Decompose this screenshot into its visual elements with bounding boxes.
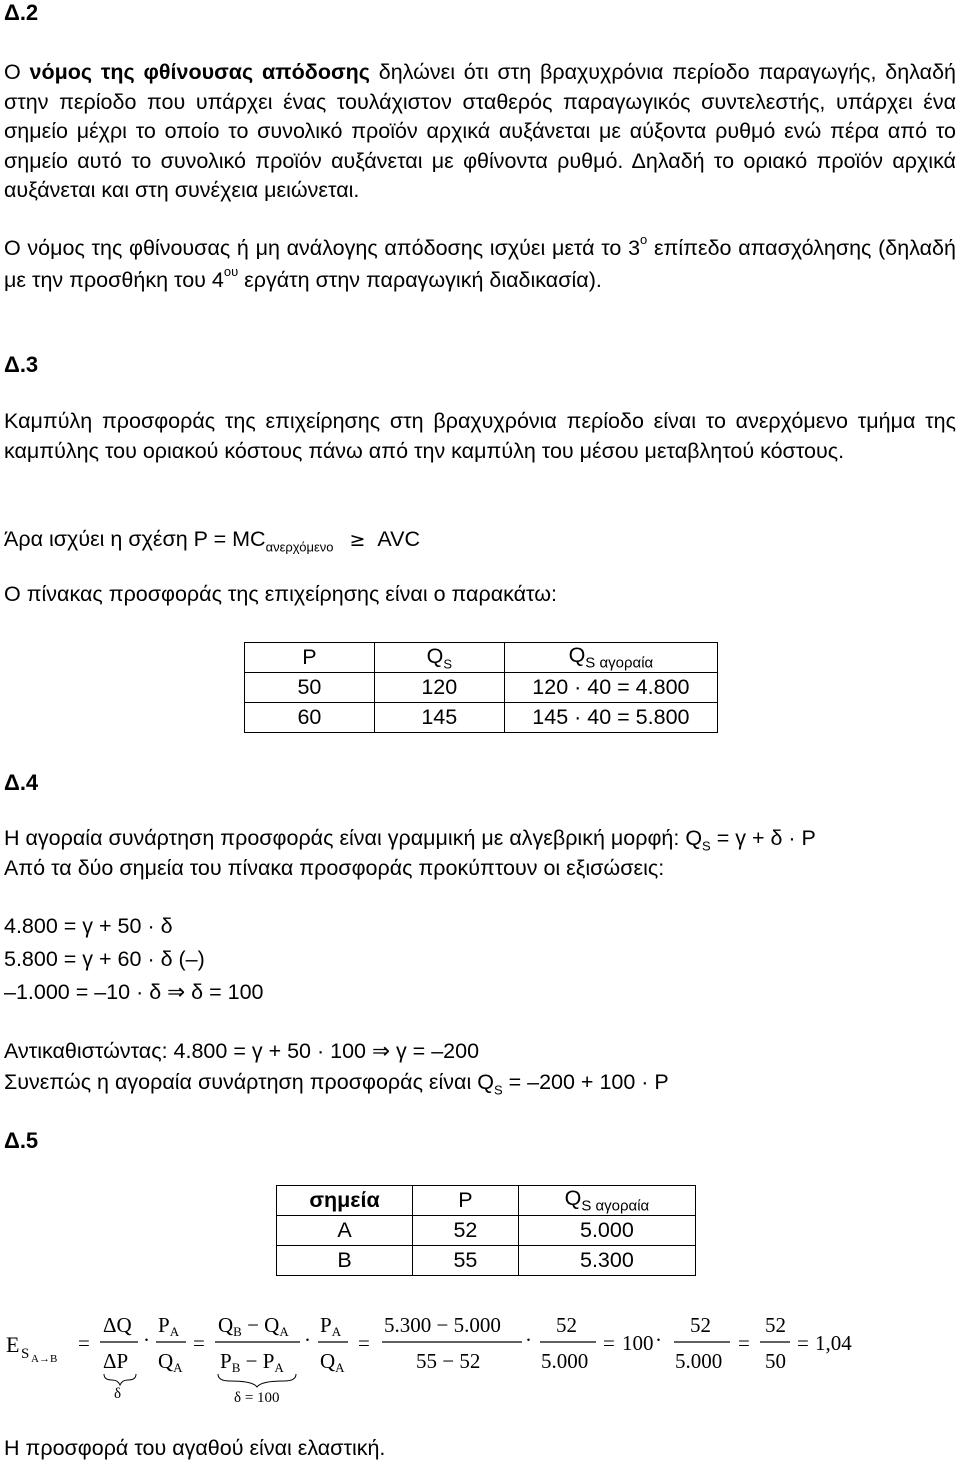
dot: ·: [655, 1328, 662, 1352]
p1-rest: δηλώνει ότι στη βραχυχρόνια περίοδο παραγωγής, δηλαδή στην περίοδο που υπάρχει ένας τουλάχιστον σταθερός παραγωγικός συντελεστής, υπάρχει ένα σημείο μέχρι το οποίο το συνολικό προϊόν αρχικά αυξάνεται με αύξοντα ρυθμό ενώ πέρα από το σημείο αυτό το συνολικό προϊόν αυξάνεται με φθίνοντα ρυθμό. Δηλαδή το οριακό προϊόν αρχικά αυξάνεται και στη συνέχεια μειώνεται.: [4, 60, 956, 202]
paragraph-supply-curve: Καμπύλη προσφοράς της επιχείρησης στη βραχυχρόνια περίοδο είναι το ανερχόμενο τμήμα της καμπύλης του οριακού κόστους πάνω από την καμπύλη του μέσου μεταβλητού κόστους.: [4, 409, 956, 463]
eq-sign: =: [738, 1331, 750, 1355]
relation-text-a: Άρα ισχύει η σχέση P = MC: [4, 527, 266, 551]
frac7-num: 52: [690, 1313, 711, 1337]
th-p: P: [245, 643, 375, 673]
formula-E-subsub: A→B: [31, 1353, 58, 1365]
frac5-num: 5.300 − 5.000: [384, 1313, 501, 1337]
dot: ·: [143, 1328, 150, 1352]
th-qs: $Q_S$: [374, 643, 504, 673]
equation-2: 5.800 = γ + 60 · δ (–): [4, 947, 205, 971]
dot: ·: [304, 1328, 311, 1352]
cell: 5.000: [518, 1216, 695, 1246]
cell: 60: [245, 703, 375, 733]
p2-sup-ou: ου: [223, 263, 239, 279]
cell: 50: [245, 673, 375, 703]
frac8-num: 52: [765, 1313, 786, 1337]
frac7-den: 5.000: [675, 1349, 723, 1373]
underbrace-1: [104, 1374, 136, 1385]
underbrace-2-label: δ = 100: [234, 1390, 280, 1406]
frac5-den: 55 − 52: [416, 1349, 481, 1373]
p2-text-c: εργάτη στην παραγωγική διαδικασία).: [238, 267, 602, 292]
heading-d4: Δ.4: [4, 770, 39, 795]
cell: 120: [374, 673, 504, 703]
paragraph-law-applies: [4, 234, 956, 297]
result-line: [4, 1070, 669, 1097]
linear-form-line: [4, 826, 816, 853]
frac4-num: PA: [320, 1313, 342, 1339]
frac4-den: QA: [320, 1349, 345, 1375]
line1-text: Η αγοραία συνάρτηση προσφοράς είναι γραμμική με αλγεβρική μορφή: Q: [4, 826, 703, 850]
frac6-den: 5.000: [541, 1349, 589, 1373]
elasticity-formula: [0, 1300, 960, 1420]
eq-sign: =: [78, 1331, 90, 1355]
cell: Α: [277, 1216, 413, 1246]
p1-bold-term: νόμος της φθίνουσας απόδοσης: [29, 60, 370, 84]
p2-text-a: Ο νόμος της φθίνουσας ή μη ανάλογης απόδοσης ισχύει μετά το 3: [4, 236, 641, 260]
line1-sub: S: [702, 838, 711, 854]
eq-sign: =: [603, 1331, 615, 1355]
substitution-line: Αντικαθιστώντας: 4.800 = γ + 50 · 100 ⇒ γ = –200: [4, 1039, 480, 1063]
dot: ·: [525, 1328, 532, 1352]
table-header-row: [245, 643, 718, 673]
th-p: P: [413, 1186, 519, 1216]
value-100: 100: [622, 1331, 654, 1355]
cell: 52: [413, 1216, 519, 1246]
equation-3: –1.000 = –10 · δ ⇒ δ = 100: [4, 980, 264, 1004]
cell: 145: [374, 703, 504, 733]
frac2-num: PA: [158, 1313, 180, 1339]
points-table: [276, 1185, 696, 1276]
relation-line: [4, 524, 420, 562]
cell: Β: [277, 1246, 413, 1276]
heading-d3: Δ.3: [4, 352, 39, 377]
p2-sup-o: ο: [640, 232, 648, 247]
cell: 55: [413, 1246, 519, 1276]
geq-symbol: ≥: [349, 529, 366, 551]
frac3-den: PB − PA: [220, 1349, 284, 1375]
frac8-den: 50: [765, 1349, 786, 1373]
result-sub: S: [493, 1082, 503, 1098]
frac6-num: 52: [556, 1313, 577, 1337]
equation-1: 4.800 = γ + 50 · δ: [4, 914, 173, 938]
equations-intro: Από τα δύο σημεία του πίνακα προσφοράς προκύπτουν οι εξισώσεις:: [4, 856, 665, 880]
frac1-num: ΔQ: [103, 1313, 132, 1337]
p1-prefix: Ο: [4, 60, 30, 84]
result-text-b: = –200 + 100 · P: [502, 1070, 669, 1094]
supply-table: [244, 642, 718, 733]
table-header-row: [277, 1186, 696, 1216]
table-intro: Ο πίνακας προσφοράς της επιχείρησης είναι ο παρακάτω:: [4, 582, 558, 606]
underbrace-1-label: δ: [114, 1386, 122, 1402]
cell: 5.300: [518, 1246, 695, 1276]
eq-sign: =: [797, 1331, 809, 1355]
relation-sub: ανερχόμενο: [265, 539, 334, 555]
paragraph-diminishing-returns: [4, 58, 956, 206]
frac1-den: ΔP: [103, 1349, 129, 1373]
frac3-num: QB − QA: [218, 1313, 289, 1339]
conclusion-line: Η προσφορά του αγαθού είναι ελαστική.: [4, 1436, 386, 1460]
relation-text-b: AVC: [377, 527, 421, 551]
table-row: [277, 1246, 696, 1276]
heading-d5: Δ.5: [4, 1128, 39, 1153]
frac2-den: QA: [158, 1349, 183, 1375]
eq-sign: =: [193, 1331, 205, 1355]
table-row: [277, 1216, 696, 1246]
heading-d2: Δ.2: [4, 0, 39, 25]
underbrace-2: [218, 1374, 296, 1387]
table-row: [245, 673, 718, 703]
elasticity-result: 1,04: [815, 1331, 852, 1355]
th-qs-market: $Q_{S \alpha\gamma o\rho\alpha ί\alpha}$: [504, 643, 717, 673]
cell: 120 · 40 = 4.800: [504, 673, 717, 703]
result-text-a: Συνεπώς η αγοραία συνάρτηση προσφοράς είναι Q: [4, 1070, 494, 1094]
eq-sign: =: [358, 1331, 370, 1355]
th-points: σημεία: [277, 1186, 413, 1216]
th-qs-market: $Q_{S \alpha\gamma o\rho\alpha ί\alpha}$: [518, 1186, 695, 1216]
formula-E-sub: S: [21, 1346, 30, 1362]
line1-text-b: = γ + δ · P: [710, 826, 816, 850]
table-row: [245, 703, 718, 733]
cell: 145 · 40 = 5.800: [504, 703, 717, 733]
formula-E: E: [6, 1332, 20, 1357]
p2-text-b: επίπεδο απασχόλησης (δηλαδή με την προσθήκη του 4: [4, 236, 956, 292]
